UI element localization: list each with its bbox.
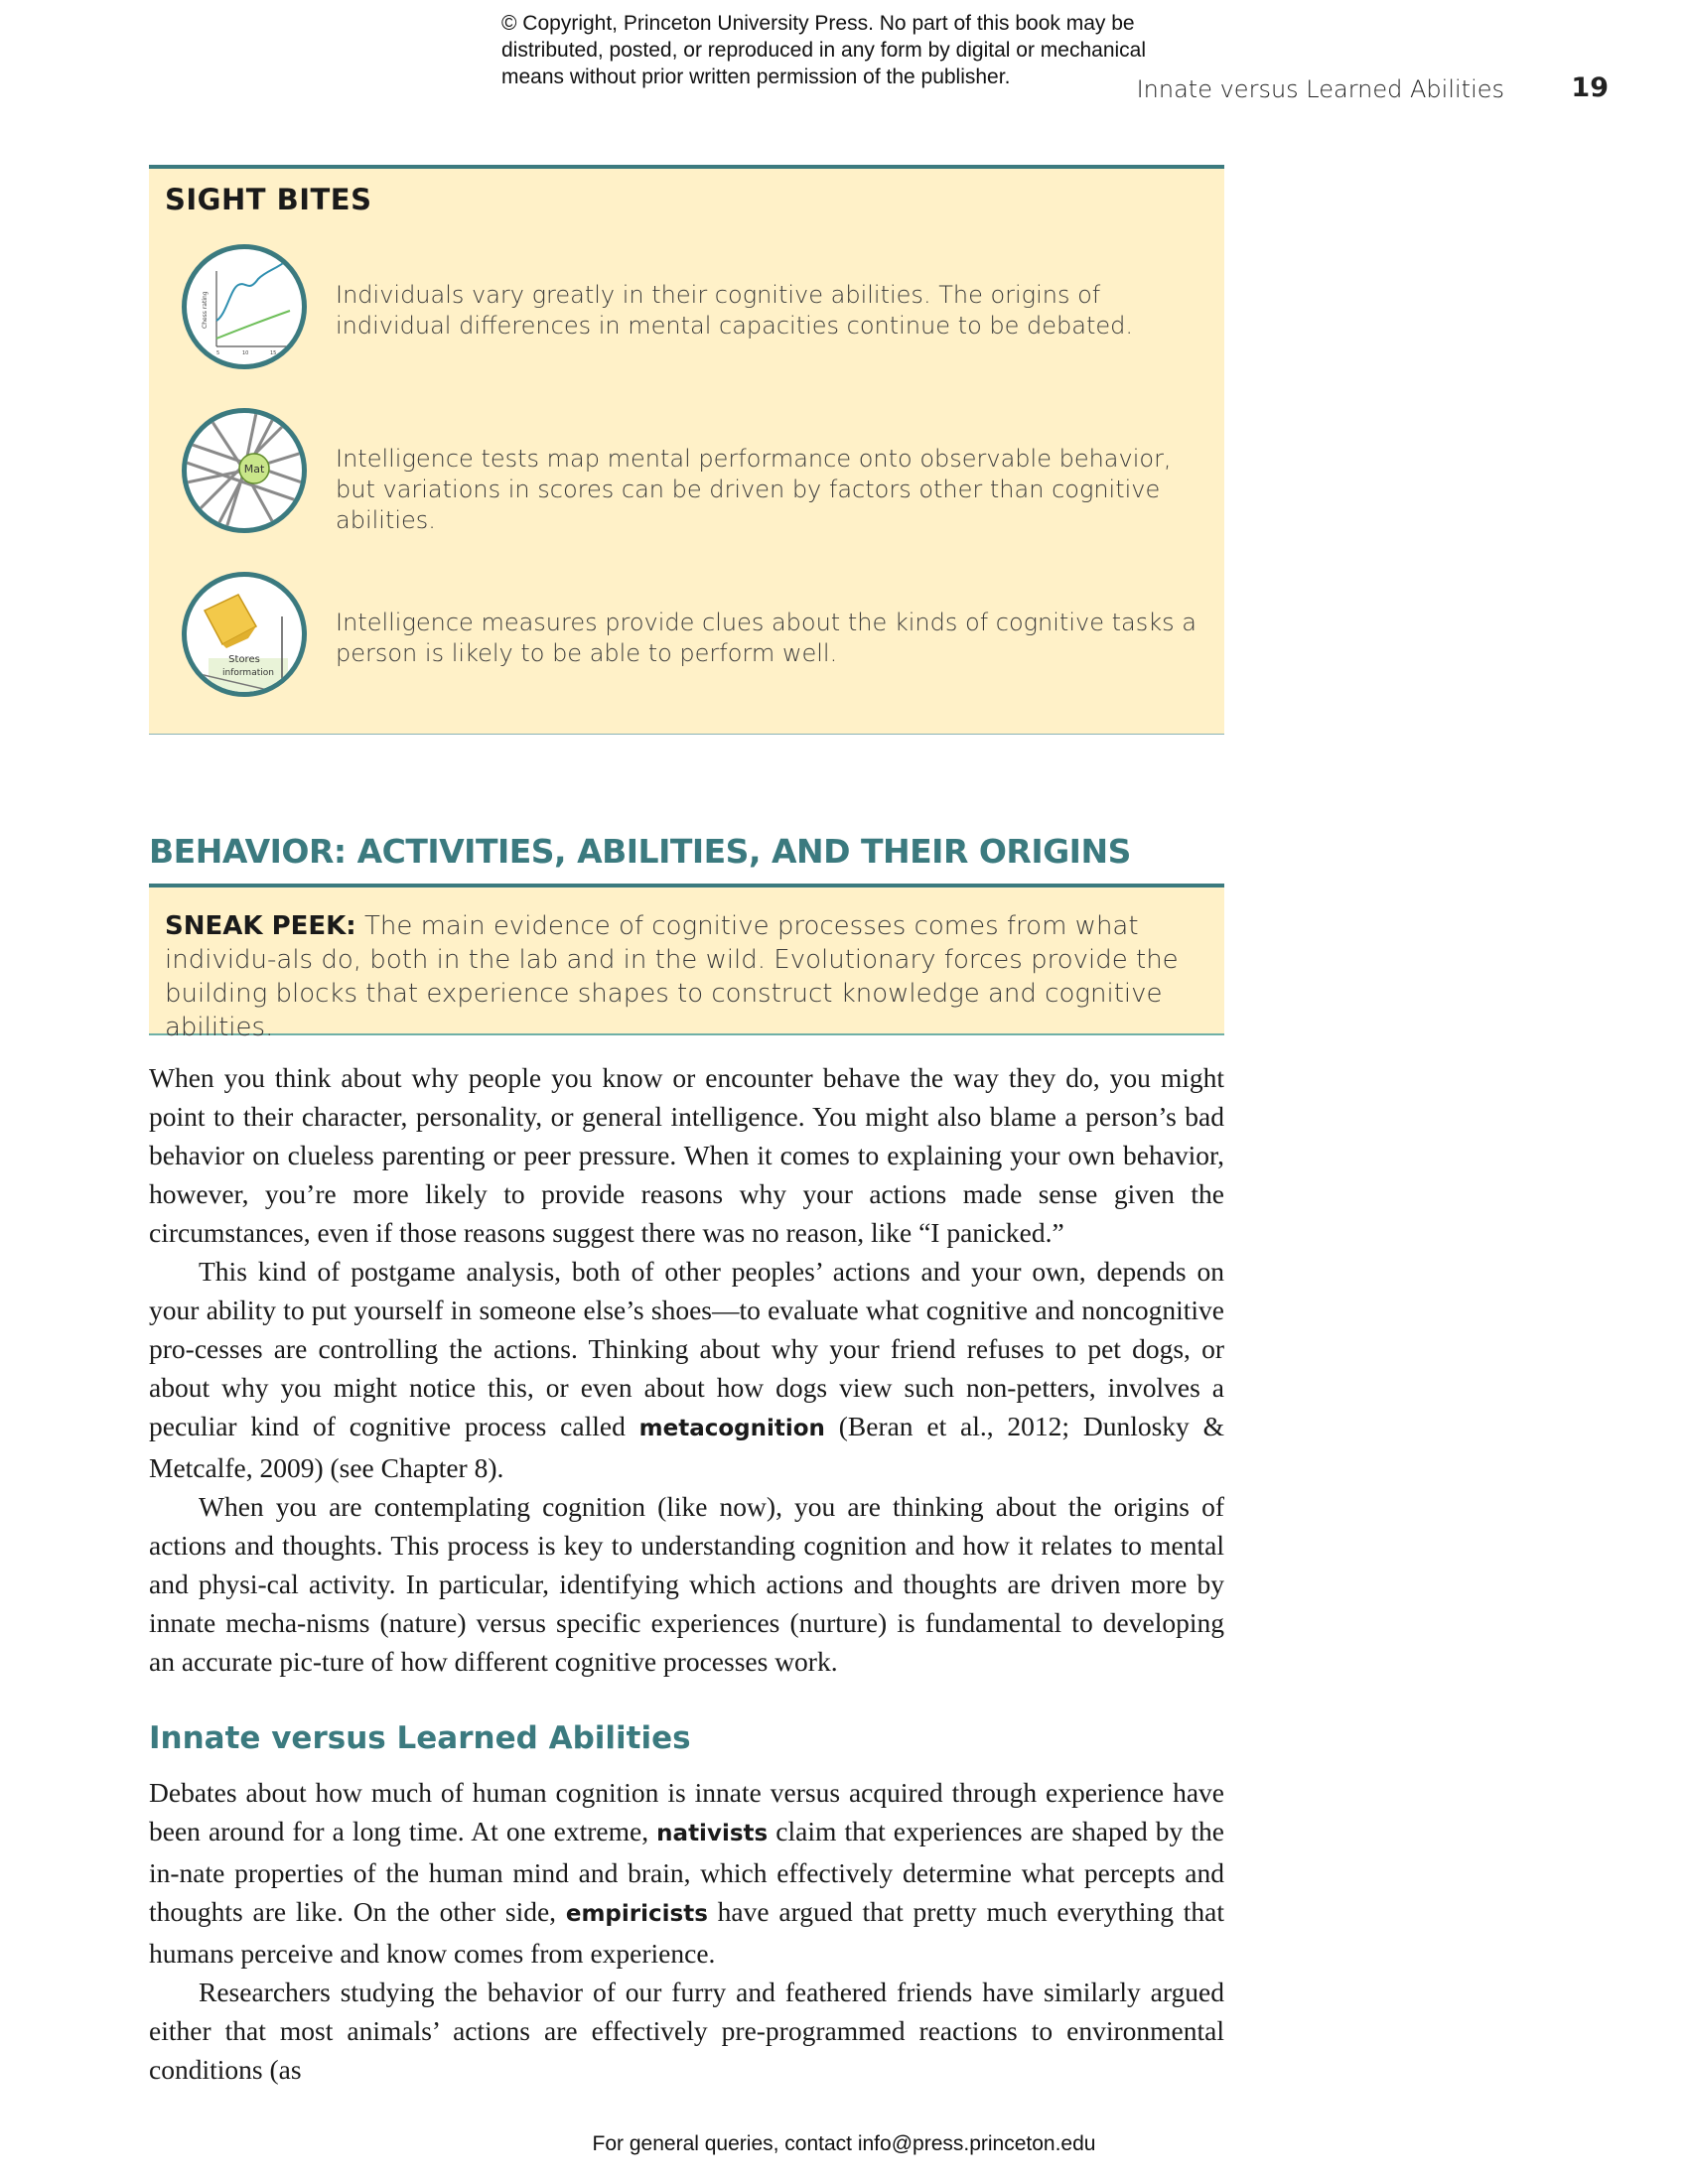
body-paragraph: Researchers studying the behavior of our furry and feathered friends have similarly argued either that most animals’ actions are effectively pre-programmed reactions to environmental conditions (as <box>149 1977 1224 2085</box>
chart-tick-label: 5 <box>216 350 220 356</box>
sight-bite-item <box>179 572 1211 706</box>
sneak-peek-text <box>165 909 1207 1044</box>
copyright-line: © Copyright, Princeton University Press. No part of this book may be <box>501 12 1135 35</box>
sneak-peek-box <box>149 884 1224 1042</box>
key-term: nativists <box>656 1821 769 1846</box>
body-paragraph <box>149 1773 1224 1973</box>
node-label: Mat <box>243 463 265 476</box>
sight-bite-text: Individuals vary greatly in their cognitive abilities. The origins of individual differences in mental capacities continue to be debated. <box>336 281 1133 340</box>
paragraph-text: Debates about how much of human cognition is innate versus acquired through experience have been around for a long time. At one extreme, <box>149 1777 1224 1846</box>
line-chart-icon <box>182 244 307 369</box>
paragraph-text: This kind of postgame analysis, both of other peoples’ actions and your own, depends on your ability to put yourself in someone else’s shoes—to evaluate what cognitive and noncognitive pro-cesses are controlling the actions. Thinking about why your friend refuses to pet dogs, or about why you might notice this, or even about how dogs view such non-petters, involves a peculiar kind of cognitive process called <box>149 1256 1224 1441</box>
sight-bite-item <box>179 408 1211 542</box>
sneak-peek-label: SNEAK PEEK: <box>165 911 356 941</box>
chart-tick-label: 10 <box>242 350 249 356</box>
section-heading: BEHAVIOR: ACTIVITIES, ABILITIES, AND THEIR ORIGINS <box>149 832 1131 871</box>
body-paragraph: When you are contemplating cognition (like now), you are thinking about the origins of actions and thoughts. This process is key to understanding cognition and how it relates to mental and physi-cal activity. In particular, identifying which actions and thoughts are driven more by innate mecha-nisms (nature) versus specific experiences (nurture) is fundamental to developing an accurate pic-ture of how different cognitive processes work. <box>149 1491 1224 1677</box>
paragraph-text: have argued that pretty much everything that humans perceive and know comes from experience. <box>149 1896 1224 1969</box>
paragraph-text: (Beran et al., 2012; Dunlosky & Metcalfe, 2009) (see Chapter 8). <box>149 1411 1225 1483</box>
copyright-line: distributed, posted, or reproduced in any form by digital or mechanical <box>501 39 1147 62</box>
running-title: Innate versus Learned Abilities <box>1136 75 1504 103</box>
chart-tick-label: 15 <box>270 350 277 356</box>
chart-axis-label: Chess rating <box>202 291 209 329</box>
icon-label: information <box>222 668 274 678</box>
sight-bite-text: Intelligence measures provide clues about the kinds of cognitive tasks a person is likely to be able to perform well. <box>336 609 1196 667</box>
body-section <box>149 1058 1224 1681</box>
subsection-body <box>149 1773 1224 2089</box>
footer-contact: For general queries, contact info@press.princeton.edu <box>592 2132 1096 2155</box>
body-paragraph: When you think about why people you know or encounter behave the way they do, you might point to their character, personality, or general intelligence. You might also blame a person’s bad behavior on clueless parenting or peer pressure. When it comes to explaining your own behavior, however, you’re more likely to provide reasons why your actions made sense given the circumstances, even if those reasons suggest there was no reason, like “I panicked.” <box>149 1062 1224 1248</box>
copyright-line: means without prior written permission of the publisher. <box>501 66 1011 88</box>
body-paragraph <box>149 1252 1224 1487</box>
sneak-peek-body: The main evidence of cognitive processes comes from what individu-als do, both in the lab and in the wild. Evolutionary forces provide the building blocks that experience shapes to construct knowledge and cognitive abilities. <box>165 911 1179 1042</box>
network-node-icon <box>182 408 307 533</box>
subsection-heading: Innate versus Learned Abilities <box>149 1720 691 1756</box>
sight-bites-box <box>149 165 1224 735</box>
key-term: empiricists <box>565 1901 708 1927</box>
sight-bite-text: Intelligence tests map mental performance onto observable behavior, but variations in scores can be driven by factors other than cognitive abilities. <box>336 445 1172 534</box>
sticky-note-icon <box>182 572 307 697</box>
key-term: metacognition <box>638 1416 825 1441</box>
paragraph-text: claim that experiences are shaped by the in-nate properties of the human mind and brain, which effectively determine what percepts and thoughts are like. On the other side, <box>149 1816 1224 1927</box>
sight-bite-item <box>179 244 1211 378</box>
sight-bites-title: SIGHT BITES <box>165 183 372 216</box>
icon-label: Stores <box>228 654 260 665</box>
page-number: 19 <box>1571 72 1609 103</box>
